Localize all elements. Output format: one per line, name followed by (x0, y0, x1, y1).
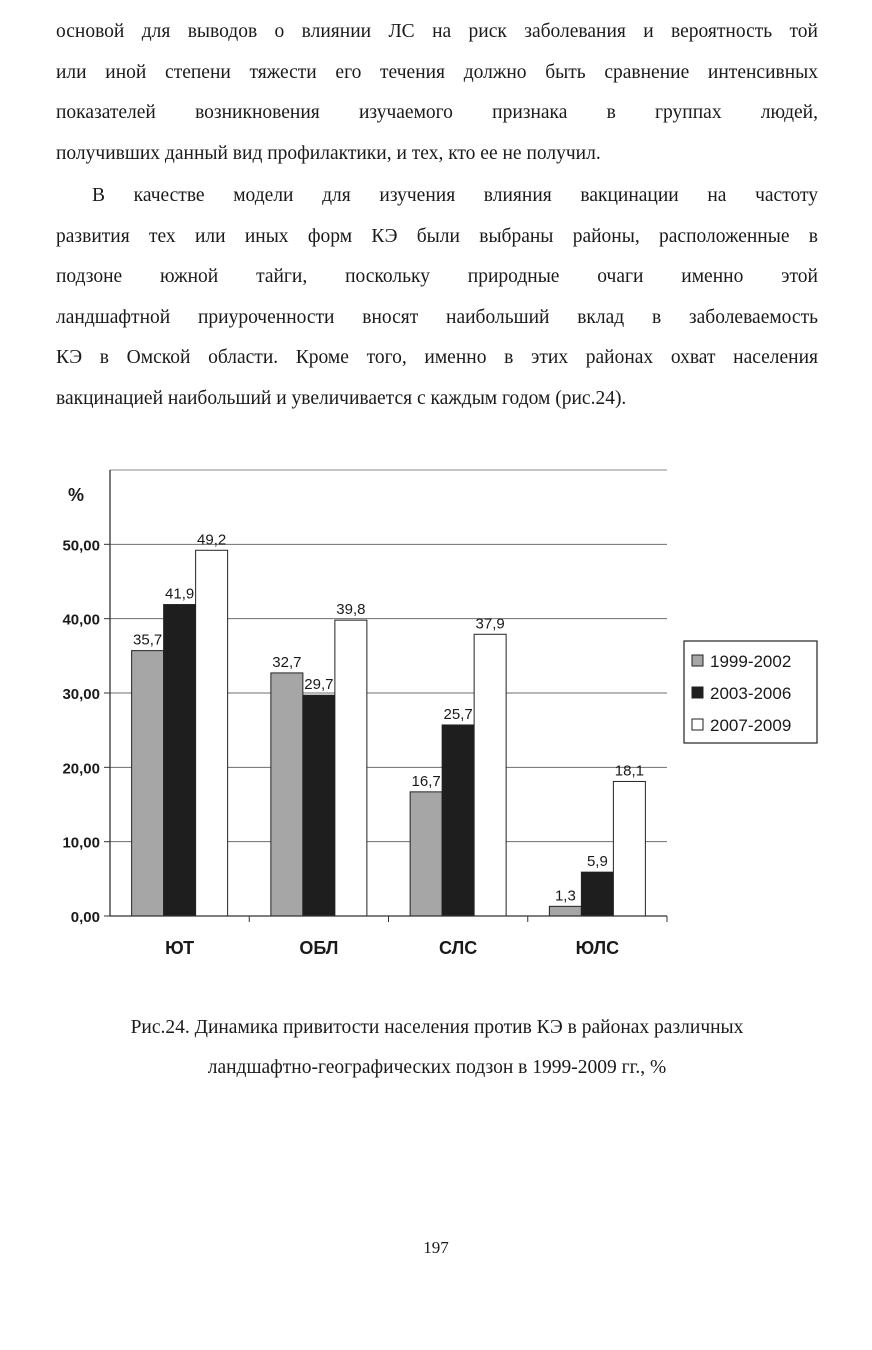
data-label: 25,7 (443, 705, 473, 723)
data-label: 39,8 (336, 601, 366, 619)
legend-swatch (692, 687, 703, 698)
chart-svg (40, 455, 840, 985)
data-label: 41,9 (165, 585, 195, 603)
data-label: 18,1 (614, 762, 644, 780)
text-line: показателей возникновения изучаемого признака в группах людей, (56, 102, 818, 124)
x-tick-label: ОБЛ (299, 938, 339, 958)
bar (303, 695, 335, 916)
bar (613, 781, 645, 916)
bar (132, 651, 164, 916)
y-tick-label: 20,00 (62, 760, 100, 778)
data-label: 35,7 (133, 631, 163, 649)
text-line: В качестве модели для изучения влияния вакцинации на частоту (92, 185, 818, 206)
data-label: 5,9 (586, 853, 608, 871)
legend-label: 2003-2006 (710, 684, 792, 703)
figure-24 (40, 455, 840, 985)
y-tick-label: 40,00 (62, 611, 100, 629)
bar-chart (40, 455, 840, 985)
text-line: ландшафтной приуроченности вносят наибольший вклад в заболеваемость (56, 306, 818, 328)
data-label: 49,2 (197, 531, 227, 549)
data-label: 16,7 (411, 772, 441, 790)
x-tick-label: ЮЛС (575, 938, 620, 958)
y-axis-label: % (67, 485, 85, 505)
data-label: 29,7 (304, 676, 334, 694)
data-label: 37,9 (475, 615, 505, 633)
bar (442, 725, 474, 916)
bar (271, 673, 303, 916)
legend-swatch (692, 719, 703, 730)
y-tick-label: 30,00 (62, 686, 100, 703)
bar (196, 550, 228, 916)
paragraph-2 (56, 176, 818, 420)
page-number: 197 (423, 1238, 449, 1257)
text-line: КЭ в Омской области. Кроме того, именно в этих районах охват населения (56, 347, 818, 369)
bar (335, 620, 367, 916)
y-tick-label: 50,00 (62, 537, 100, 555)
figure-caption-line-1: Рис.24. Динамика привитости населения против КЭ в районах различных (130, 1017, 744, 1038)
y-tick-label: 0,00 (70, 909, 100, 926)
text-line: или иной степени тяжести его течения должно быть сравнение интенсивных (56, 61, 818, 83)
bar (581, 872, 613, 916)
data-label: 32,7 (272, 653, 302, 671)
text-line: развития тех или иных форм КЭ были выбраны районы, расположенные в (56, 225, 818, 247)
text-line: вакцинацией наибольший и увеличивается с каждым годом (рис.24). (56, 387, 627, 409)
text-line: основой для выводов о влиянии ЛС на риск заболевания и вероятность той (56, 21, 818, 42)
x-tick-label: ЮТ (165, 938, 195, 958)
legend-label: 2007-2009 (710, 716, 792, 735)
data-label: 1,3 (554, 887, 576, 905)
legend-label: 1999-2002 (710, 652, 792, 671)
text-line: подзоне южной тайги, поскольку природные очаги именно этой (56, 266, 818, 288)
bar (474, 634, 506, 916)
bar (164, 605, 196, 916)
legend-swatch (692, 655, 703, 666)
x-tick-label: СЛС (439, 938, 478, 958)
bar (549, 906, 581, 916)
paragraph-1 (56, 12, 818, 174)
bar (410, 792, 442, 916)
figure-caption-line-2: ландшафтно-географических подзон в 1999-2009 гг., % (207, 1057, 667, 1078)
y-tick-label: 10,00 (62, 834, 100, 852)
text-line: получивших данный вид профилактики, и тех, кто ее не получил. (56, 142, 601, 164)
